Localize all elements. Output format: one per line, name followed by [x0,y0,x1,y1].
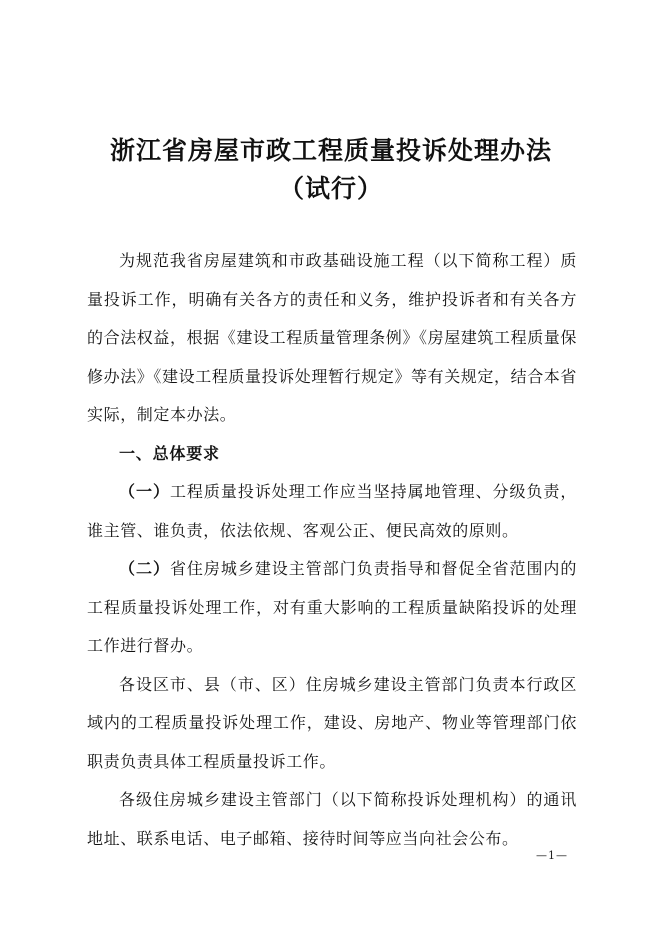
item-2-text: 省住房城乡建设主管部门负责指导和督促全省范围内的工程质量投诉处理工作，对有重大影响的工程质量缺陷投诉的处理工作进行督办。 [87,559,577,655]
item-1-label: （一） [119,482,170,501]
intro-paragraph: 为规范我省房屋建筑和市政基础设施工程（以下简称工程）质量投诉工作，明确有关各方的责任和义务，维护投诉者和有关各方的合法权益，根据《建设工程质量管理条例》《房屋建筑工程质量保修办法》《建设工程质量投诉处理暂行规定》等有关规定，结合本省实际，制定本办法。 [87,251,578,424]
section-heading: 一、总体要求 [119,443,220,463]
city-responsibility-paragraph: 各设区市、县（市、区）住房城乡建设主管部门负责本行政区域内的工程质量投诉处理工作，建设、房地产、物业等管理部门依职责负责具体工程质量投诉工作。 [87,674,577,771]
agency-contact-paragraph: 各级住房城乡建设主管部门（以下简称投诉处理机构）的通讯地址、联系电话、电子邮箱、接待时间等应当向社会公布。 [87,790,577,848]
item-2-paragraph [87,550,577,666]
document-body [87,242,577,858]
item-2-label: （二） [119,559,170,578]
item-1-paragraph [87,473,577,550]
page-number: —1— [536,849,568,862]
document-title: 浙江省房屋市政工程质量投诉处理办法 [109,136,552,165]
document-subtitle: （试行） [278,174,383,203]
item-1-text: 工程质量投诉处理工作应当坚持属地管理、分级负责，谁主管、谁负责，依法依规、客观公正、便民高效的原则。 [87,482,577,540]
